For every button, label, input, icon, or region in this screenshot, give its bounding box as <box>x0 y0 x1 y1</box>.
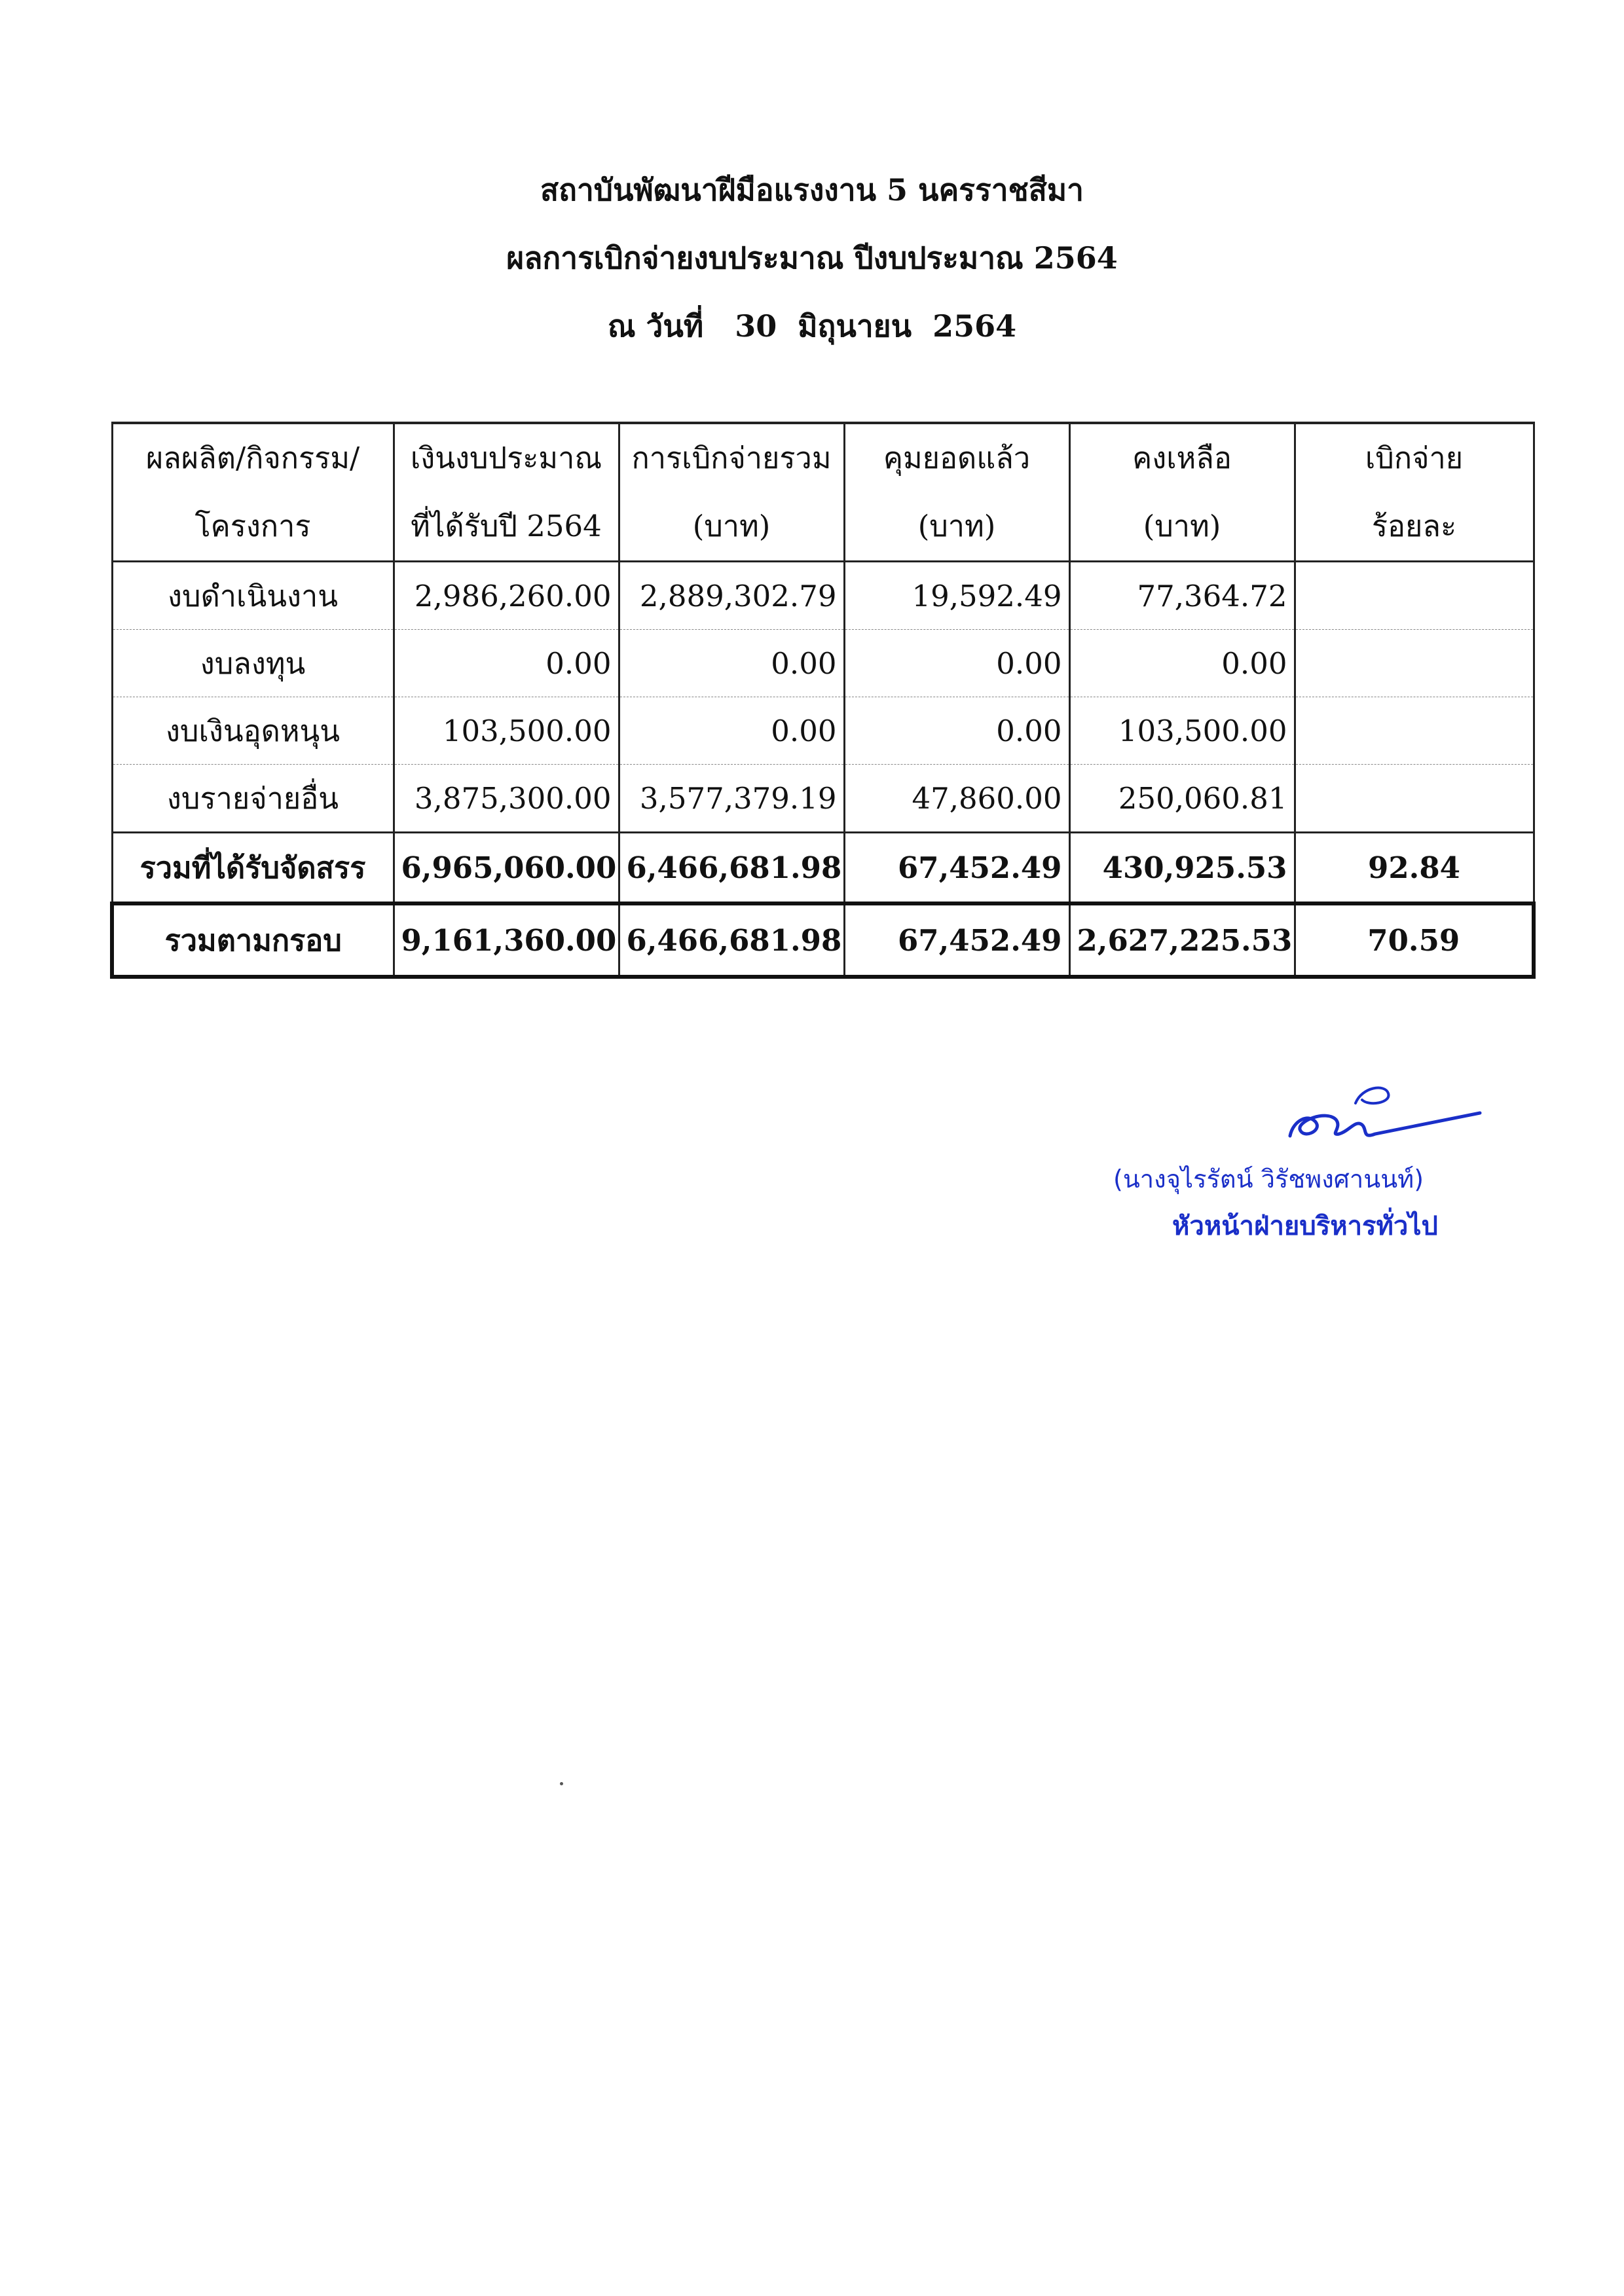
percent-cell <box>1295 697 1534 765</box>
column-header: การเบิกจ่ายรวม (บาท) <box>619 423 844 562</box>
column-header: คงเหลือ (บาท) <box>1069 423 1295 562</box>
column-header: เงินงบประมาณ ที่ได้รับปี 2564 <box>394 423 619 562</box>
institute-title: สถาบันพัฒนาฝีมือแรงงาน 5 นครราชสีมา <box>540 172 1084 208</box>
committed-cell: 67,452.49 <box>844 833 1069 904</box>
signer-name: (นางจุไรรัตน์ วิรัชพงศานนท์) <box>1113 1165 1424 1194</box>
row-label: งบดำเนินงาน <box>112 562 394 630</box>
row-label: งบลงทุน <box>112 630 394 697</box>
committed-cell: 67,452.49 <box>844 903 1069 977</box>
percent-cell <box>1295 630 1534 697</box>
disbursed-cell: 6,466,681.98 <box>619 833 844 904</box>
budget-cell: 6,965,060.00 <box>394 833 619 904</box>
table-row <box>112 630 1534 697</box>
disbursed-cell: 6,466,681.98 <box>619 903 844 977</box>
budget-table <box>110 422 1536 979</box>
signer-position: หัวหน้าฝ่ายบริหารทั่วไป <box>1172 1211 1438 1241</box>
table-header-row <box>112 423 1534 562</box>
column-header: เบิกจ่าย ร้อยละ <box>1295 423 1534 562</box>
scan-speck <box>560 1782 563 1785</box>
table-row <box>112 765 1534 833</box>
row-label: งบรายจ่ายอื่น <box>112 765 394 833</box>
committed-cell: 47,860.00 <box>844 765 1069 833</box>
table-row <box>112 562 1534 630</box>
remaining-cell: 430,925.53 <box>1069 833 1295 904</box>
handwritten-signature <box>1264 1074 1539 1159</box>
budget-cell: 0.00 <box>394 630 619 697</box>
disbursed-cell: 3,577,379.19 <box>619 765 844 833</box>
total-framework-row <box>112 903 1534 977</box>
budget-cell: 9,161,360.00 <box>394 903 619 977</box>
percent-cell: 92.84 <box>1295 833 1534 904</box>
disbursed-cell: 0.00 <box>619 697 844 765</box>
percent-cell: 70.59 <box>1295 903 1534 977</box>
committed-cell: 19,592.49 <box>844 562 1069 630</box>
percent-cell <box>1295 765 1534 833</box>
remaining-cell: 103,500.00 <box>1069 697 1295 765</box>
disbursed-cell: 0.00 <box>619 630 844 697</box>
remaining-cell: 77,364.72 <box>1069 562 1295 630</box>
budget-cell: 3,875,300.00 <box>394 765 619 833</box>
disbursed-cell: 2,889,302.79 <box>619 562 844 630</box>
total-allocated-row <box>112 833 1534 904</box>
percent-cell <box>1295 562 1534 630</box>
report-title: ผลการเบิกจ่ายงบประมาณ ปีงบประมาณ 2564 <box>506 240 1118 276</box>
column-header: คุมยอดแล้ว (บาท) <box>844 423 1069 562</box>
table-row <box>112 697 1534 765</box>
remaining-cell: 2,627,225.53 <box>1069 903 1295 977</box>
budget-cell: 103,500.00 <box>394 697 619 765</box>
committed-cell: 0.00 <box>844 697 1069 765</box>
row-label: งบเงินอุดหนุน <box>112 697 394 765</box>
report-date: ณ วันที่ 30 มิถุนายน 2564 <box>607 308 1017 344</box>
remaining-cell: 0.00 <box>1069 630 1295 697</box>
document-header <box>0 156 1624 360</box>
column-header: ผลผลิต/กิจกรรม/ โครงการ <box>112 423 394 562</box>
row-label: รวมตามกรอบ <box>112 903 394 977</box>
row-label: รวมที่ได้รับจัดสรร <box>112 833 394 904</box>
committed-cell: 0.00 <box>844 630 1069 697</box>
remaining-cell: 250,060.81 <box>1069 765 1295 833</box>
budget-cell: 2,986,260.00 <box>394 562 619 630</box>
